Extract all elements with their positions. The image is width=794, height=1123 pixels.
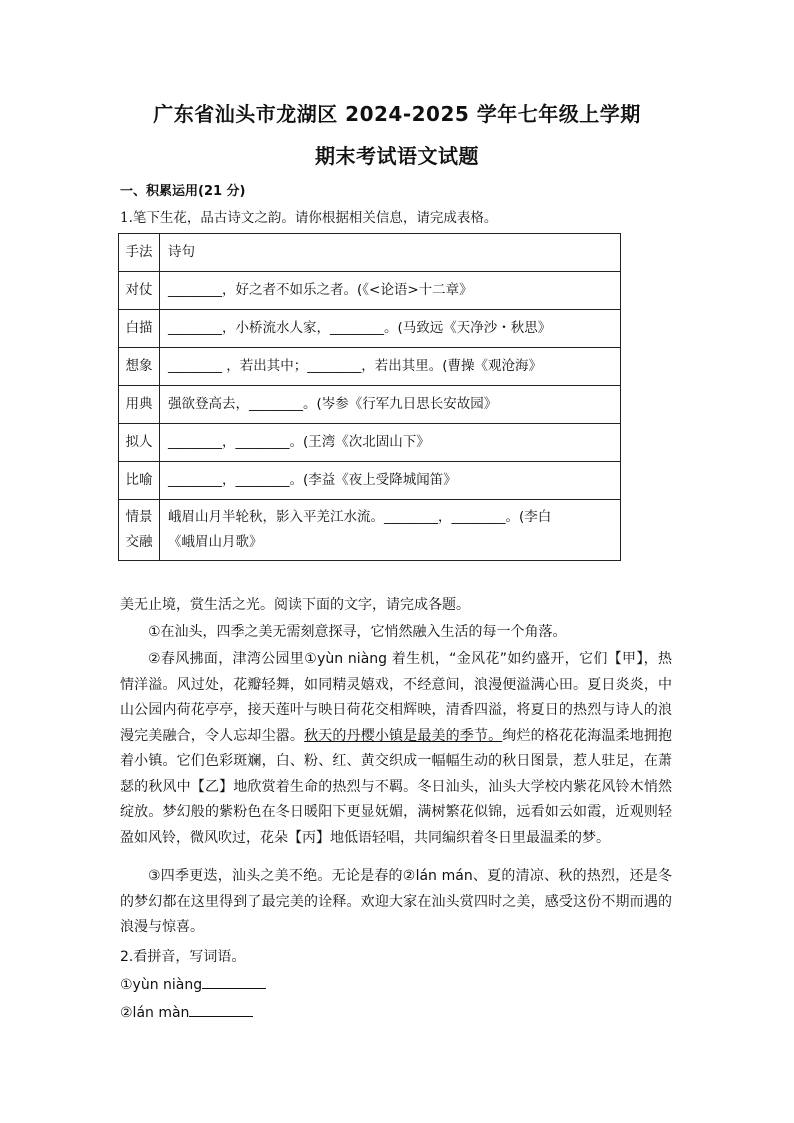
row-content: ________，________。(李益《夜上受降城闻笛》: [160, 462, 621, 500]
row-label: 白描: [119, 310, 160, 348]
table-row: [119, 348, 621, 386]
row-label: 比喻: [119, 462, 160, 500]
pinyin-item-1: [120, 974, 266, 993]
table-header-row: [119, 234, 621, 272]
paragraph-2-part-a: ②春风拂面，津湾公园里①yùn niàng 着生机，“金风花”如约盛开，它们【甲】，热情洋溢。风过处，花瓣轻舞，如同精灵嬉戏，不经意间，浪漫便溢满心田。夏日炎炎，中山公园内荷花亭亭，接天莲叶与映日荷花交相辉映，清香四溢，将夏日的热烈与诗人的浪漫完美融合，令人忘却尘嚣。: [120, 651, 672, 744]
row-content: [160, 500, 621, 561]
pinyin-2-text: ②lán màn: [120, 1005, 190, 1021]
row-content: 强欲登高去，________。(岑参《行军九日思长安故园》: [160, 386, 621, 424]
reading-paragraph-3: ③四季更迭，汕头之美不绝。无论是春的②lán mán、夏的清凉、秋的热烈，还是冬的梦幻都在这里得到了最完美的诠释。欢迎大家在汕头赏四时之美，感受这份不期而遇的浪漫与惊喜。: [120, 868, 672, 935]
table-row: [119, 272, 621, 310]
question-2-prompt: 2.看拼音，写词语。: [120, 949, 246, 965]
table-row: [119, 500, 621, 561]
row-content-line1: 峨眉山月半轮秋，影入平羌江水流。________，________。(李白: [168, 509, 552, 525]
row-content-line2: 《峨眉山月歌》: [168, 534, 263, 550]
row-label: 想象: [119, 348, 160, 386]
table-row: [119, 386, 621, 424]
row-label-line1: 情景: [125, 509, 153, 525]
answer-blank-1[interactable]: [202, 974, 266, 989]
doc-title-line2: 期末考试语文试题: [315, 144, 479, 168]
row-label: 拟人: [119, 424, 160, 462]
pinyin-item-2: [120, 1002, 253, 1021]
section-heading: 一、积累运用(21 分): [120, 184, 246, 199]
table-row: [119, 462, 621, 500]
table-header-label: 手法: [119, 234, 160, 272]
reading-intro: 美无止境，赏生活之光。阅读下面的文字，请完成各题。: [120, 597, 470, 613]
table-header-content: 诗句: [160, 234, 621, 272]
table-row: [119, 310, 621, 348]
row-label: 用典: [119, 386, 160, 424]
paragraph-2-part-b: 绚烂的格花花海温柔地拥抱着小镇。它们色彩斑斓，白、粉、红、黄交织成一幅幅生动的秋日图景，惹人驻足，在萧瑟的秋风中【乙】地欣赏着生命的热烈与不羁。冬日汕头，汕头大学校内紫花风铃木悄然绽放。梦幻般的紫粉色在冬日暖阳下更显妩媚，满树繁花似锦，远看如云如霞，近观则轻盈如风铃，微风吹过，花朵【丙】地低语轻唱，共同编织着冬日里最温柔的梦。: [120, 727, 673, 846]
row-label: 对仗: [119, 272, 160, 310]
question-1-prompt: 1.笔下生花，品古诗文之韵。请你根据相关信息，请完成表格。: [120, 210, 498, 226]
row-content: ________，________。(王湾《次北固山下》: [160, 424, 621, 462]
answer-blank-2[interactable]: [189, 1002, 253, 1017]
row-content: ________，小桥流水人家，________。(马致远《天净沙・秋思》: [160, 310, 621, 348]
row-label: [119, 500, 160, 561]
pinyin-1-text: ①yùn niàng: [120, 977, 203, 993]
row-content: ________，好之者不如乐之者。(《<论语>十二章》: [160, 272, 621, 310]
underlined-sentence: 秋天的丹樱小镇是最美的季节。: [304, 727, 503, 744]
reading-paragraph-1: ①在汕头，四季之美无需刻意探寻，它悄然融入生活的每一个角落。: [148, 624, 567, 640]
row-content: ________ ，若出其中；________，若出其里。(曹操《观沧海》: [160, 348, 621, 386]
poetry-table: [118, 233, 621, 561]
reading-paragraph-2: [120, 647, 672, 851]
doc-title-line1: 广东省汕头市龙湖区 2024-2025 学年七年级上学期: [153, 102, 641, 126]
table-row: [119, 424, 621, 462]
row-label-line2: 交融: [125, 534, 153, 550]
